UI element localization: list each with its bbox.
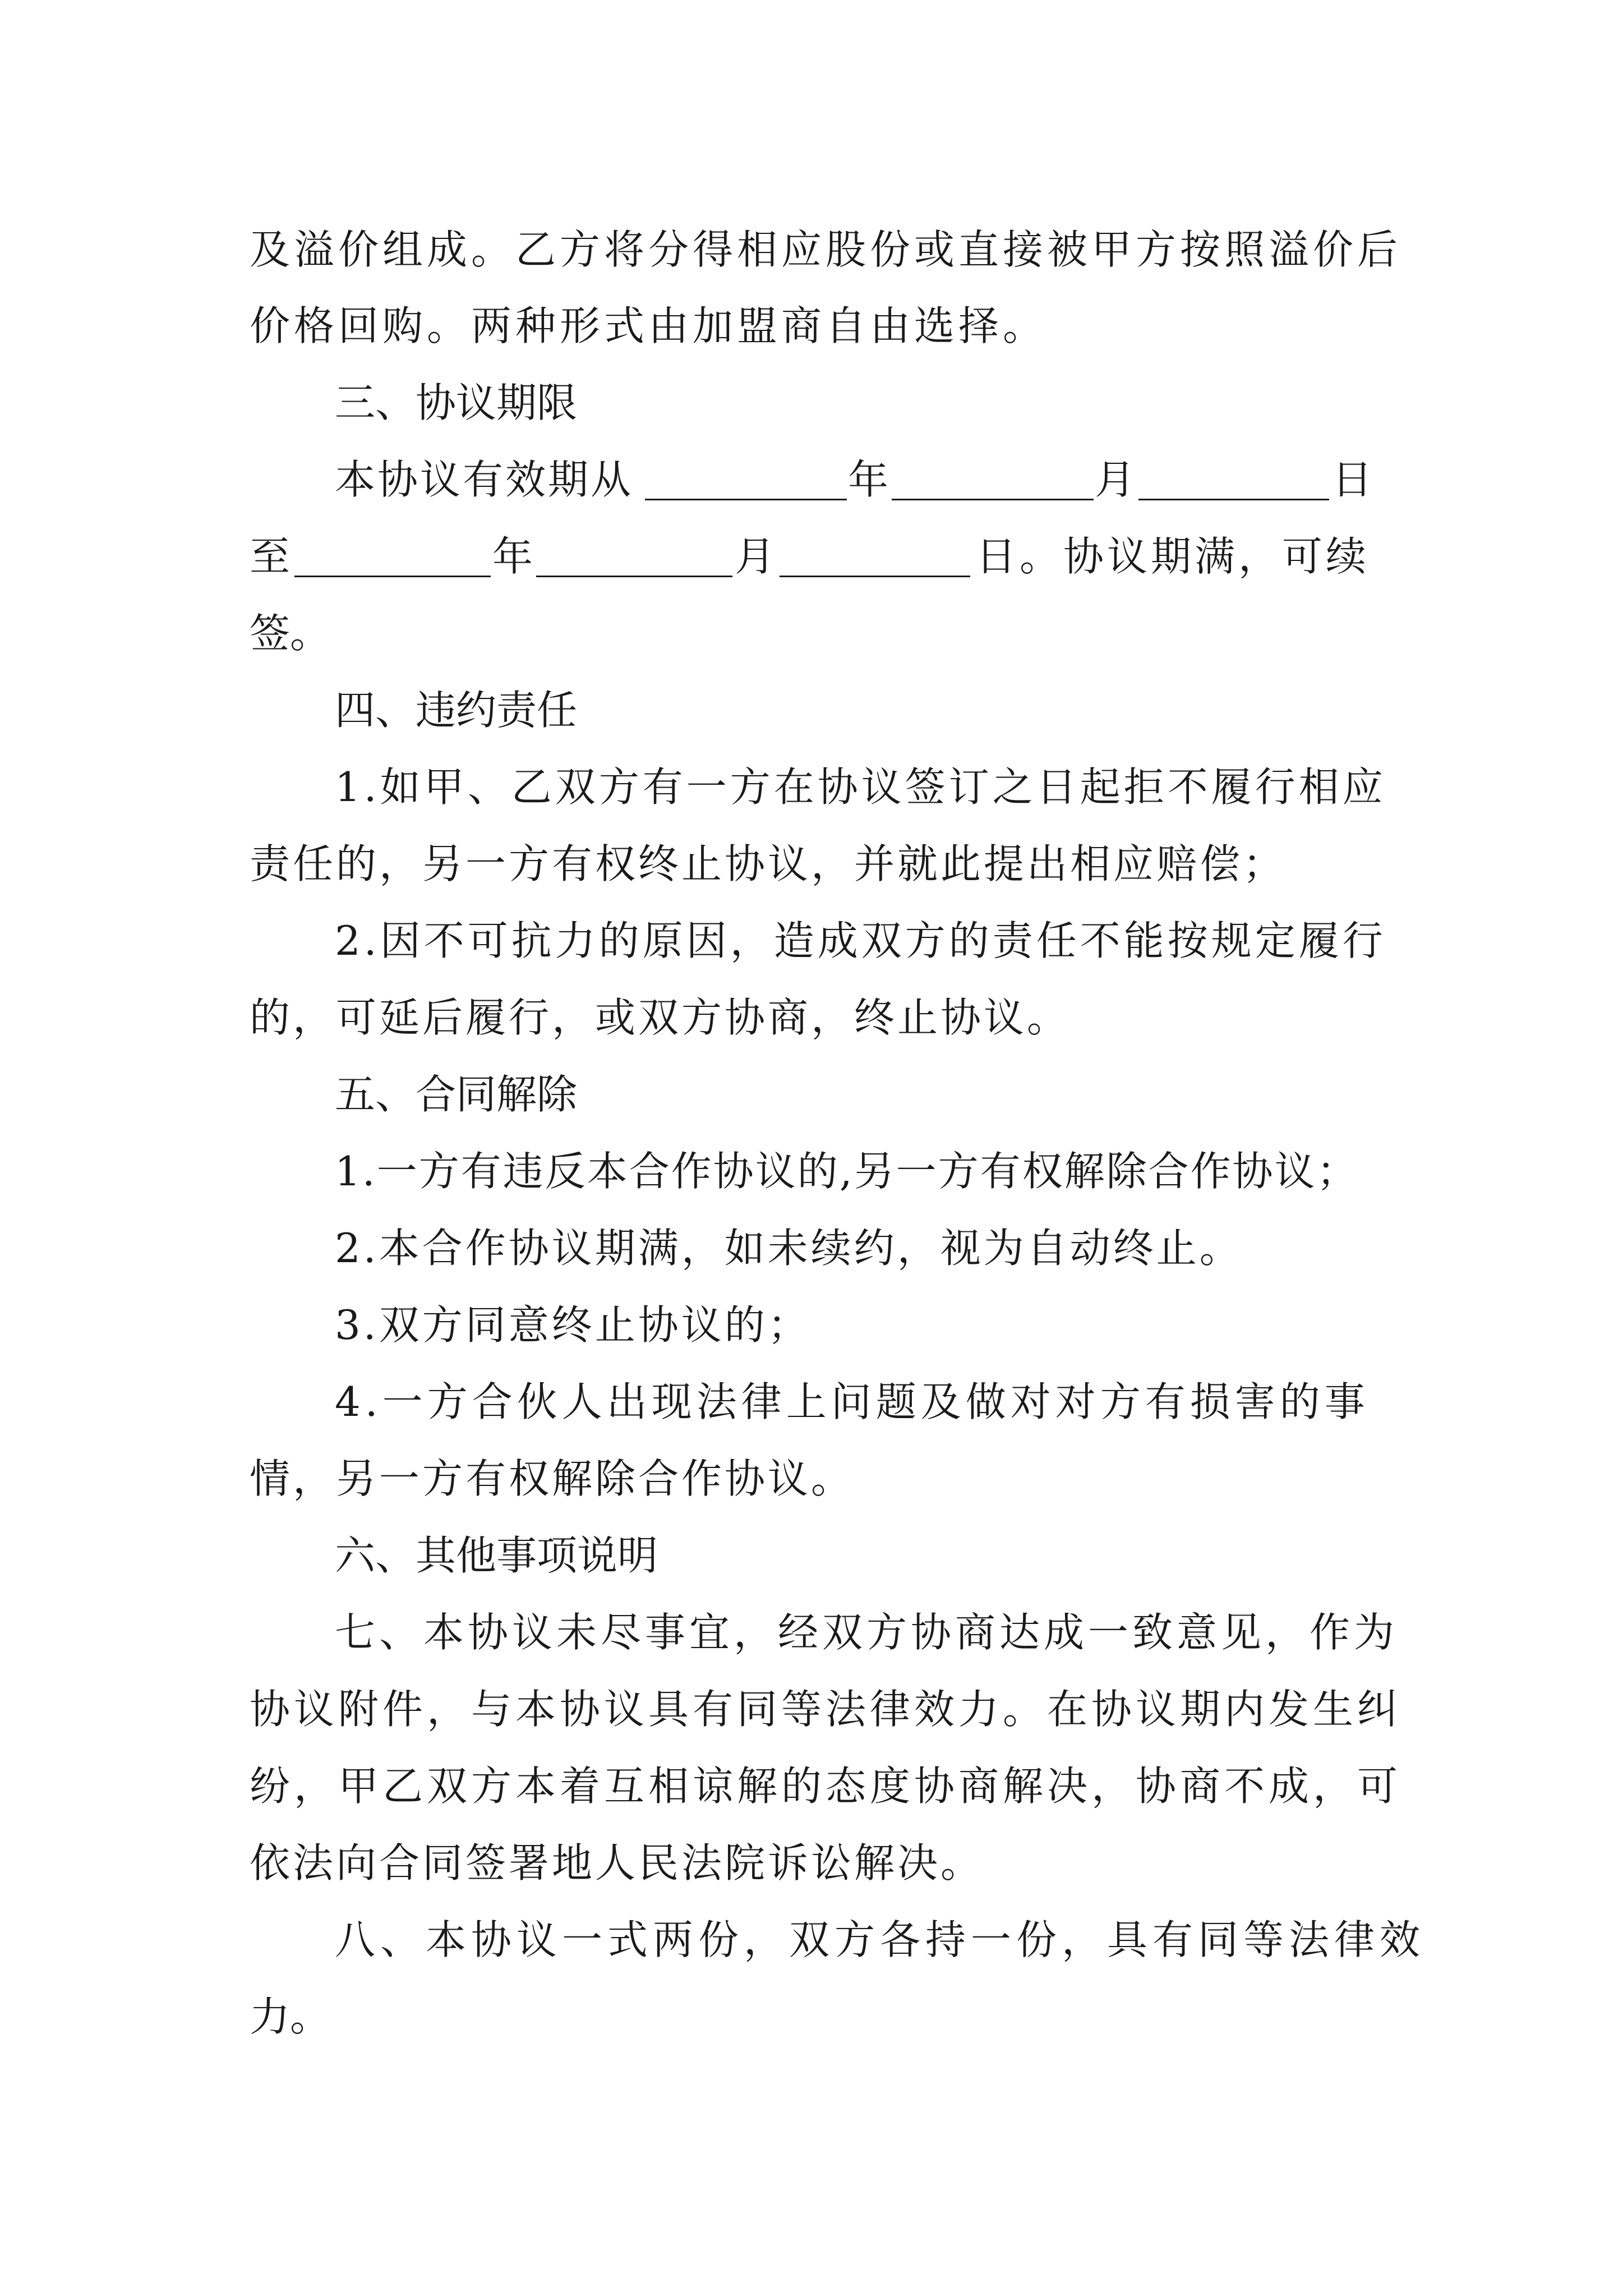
section-heading: [0, 364, 1623, 442]
month-blank: [892, 458, 1094, 500]
year-blank: [645, 458, 847, 500]
paragraph-text: 依法向合同签署地人民法院诉讼解决。: [250, 1839, 984, 1887]
paragraph-text: 七、本协议未尽事宜，经双方协商达成一致意见，作为: [335, 1609, 1399, 1656]
paragraph-text: 4.一方合伙人出现法律上问题及做对对方有损害的事: [335, 1378, 1370, 1425]
list-item: [0, 901, 1623, 980]
text-line: [0, 1977, 1623, 2056]
section-heading-text: 三、协议期限: [335, 379, 578, 426]
section-heading-text: 六、其他事项说明: [335, 1532, 658, 1579]
term-suffix: 日。协议期满，可续: [976, 533, 1370, 580]
month-blank: [536, 535, 732, 577]
text-line: [0, 1824, 1623, 1902]
text-line: [0, 594, 1623, 673]
paragraph-text: 及溢价组成。乙方将分得相应股份或直接被甲方按照溢价后: [250, 226, 1402, 273]
day-label: 日: [1332, 456, 1373, 503]
paragraph-text: 2.因不可抗力的原因，造成双方的责任不能按规定履行: [335, 917, 1386, 964]
text-line: [0, 210, 1623, 289]
paragraph-text: 力。: [250, 1993, 331, 2040]
year-label: 年: [848, 456, 889, 503]
list-item: [0, 1132, 1623, 1211]
paragraph-text: 八、本协议一式两份，双方各持一份，具有同等法律效: [335, 1916, 1426, 1963]
text-line: [0, 1901, 1623, 1979]
list-item: [0, 1286, 1623, 1364]
paragraph-text: 责任的，另一方有权终止协议，并就此提出相应赔偿；: [250, 840, 1287, 887]
day-blank: [780, 535, 970, 577]
list-item: [0, 748, 1623, 826]
section-heading: [0, 671, 1623, 749]
paragraph-text: 纷，甲乙双方本着互相谅解的态度协商解决，协商不成，可: [250, 1763, 1402, 1810]
paragraph-text: 签。: [250, 610, 331, 657]
month-label: 月: [735, 533, 776, 580]
text-line: [0, 1439, 1623, 1518]
to-label: 至: [250, 533, 291, 580]
month-label: 月: [1095, 456, 1136, 503]
text-line: [0, 1670, 1623, 1749]
list-item: [0, 1363, 1623, 1441]
text-line: [0, 287, 1623, 365]
paragraph-text: 1.一方有违反本合作协议的,另一方有权解除合作协议；: [335, 1148, 1359, 1195]
paragraph-text: 的，可延后履行，或双方协商，终止协议。: [250, 994, 1071, 1041]
text-line: [0, 825, 1623, 903]
paragraph-text: 情，另一方有权解除合作协议。: [250, 1455, 855, 1502]
list-item: [0, 1209, 1623, 1287]
year-label: 年: [492, 533, 533, 580]
section-heading-text: 五、合同解除: [335, 1071, 578, 1118]
section-heading: [0, 1516, 1623, 1595]
term-line: [0, 517, 1623, 596]
paragraph-text: 3.双方同意终止协议的；: [335, 1301, 811, 1349]
text-line: [0, 978, 1623, 1057]
day-blank: [1138, 458, 1329, 500]
text-line: [0, 1747, 1623, 1825]
paragraph-text: 协议附件，与本协议具有同等法律效力。在协议期内发生纠: [250, 1686, 1402, 1733]
year-blank: [294, 535, 491, 577]
section-heading-text: 四、违约责任: [335, 687, 578, 734]
term-line: [0, 440, 1623, 519]
term-prefix: 本协议有效期从: [335, 456, 634, 503]
paragraph-text: 1.如甲、乙双方有一方在协议签订之日起拒不履行相应: [335, 763, 1386, 811]
paragraph-text: 2.本合作协议期满，如未续约，视为自动终止。: [335, 1225, 1243, 1272]
paragraph-text: 价格回购。两种形式由加盟商自由选择。: [250, 302, 1048, 349]
section-heading: [0, 1055, 1623, 1134]
text-line: [0, 1593, 1623, 1672]
